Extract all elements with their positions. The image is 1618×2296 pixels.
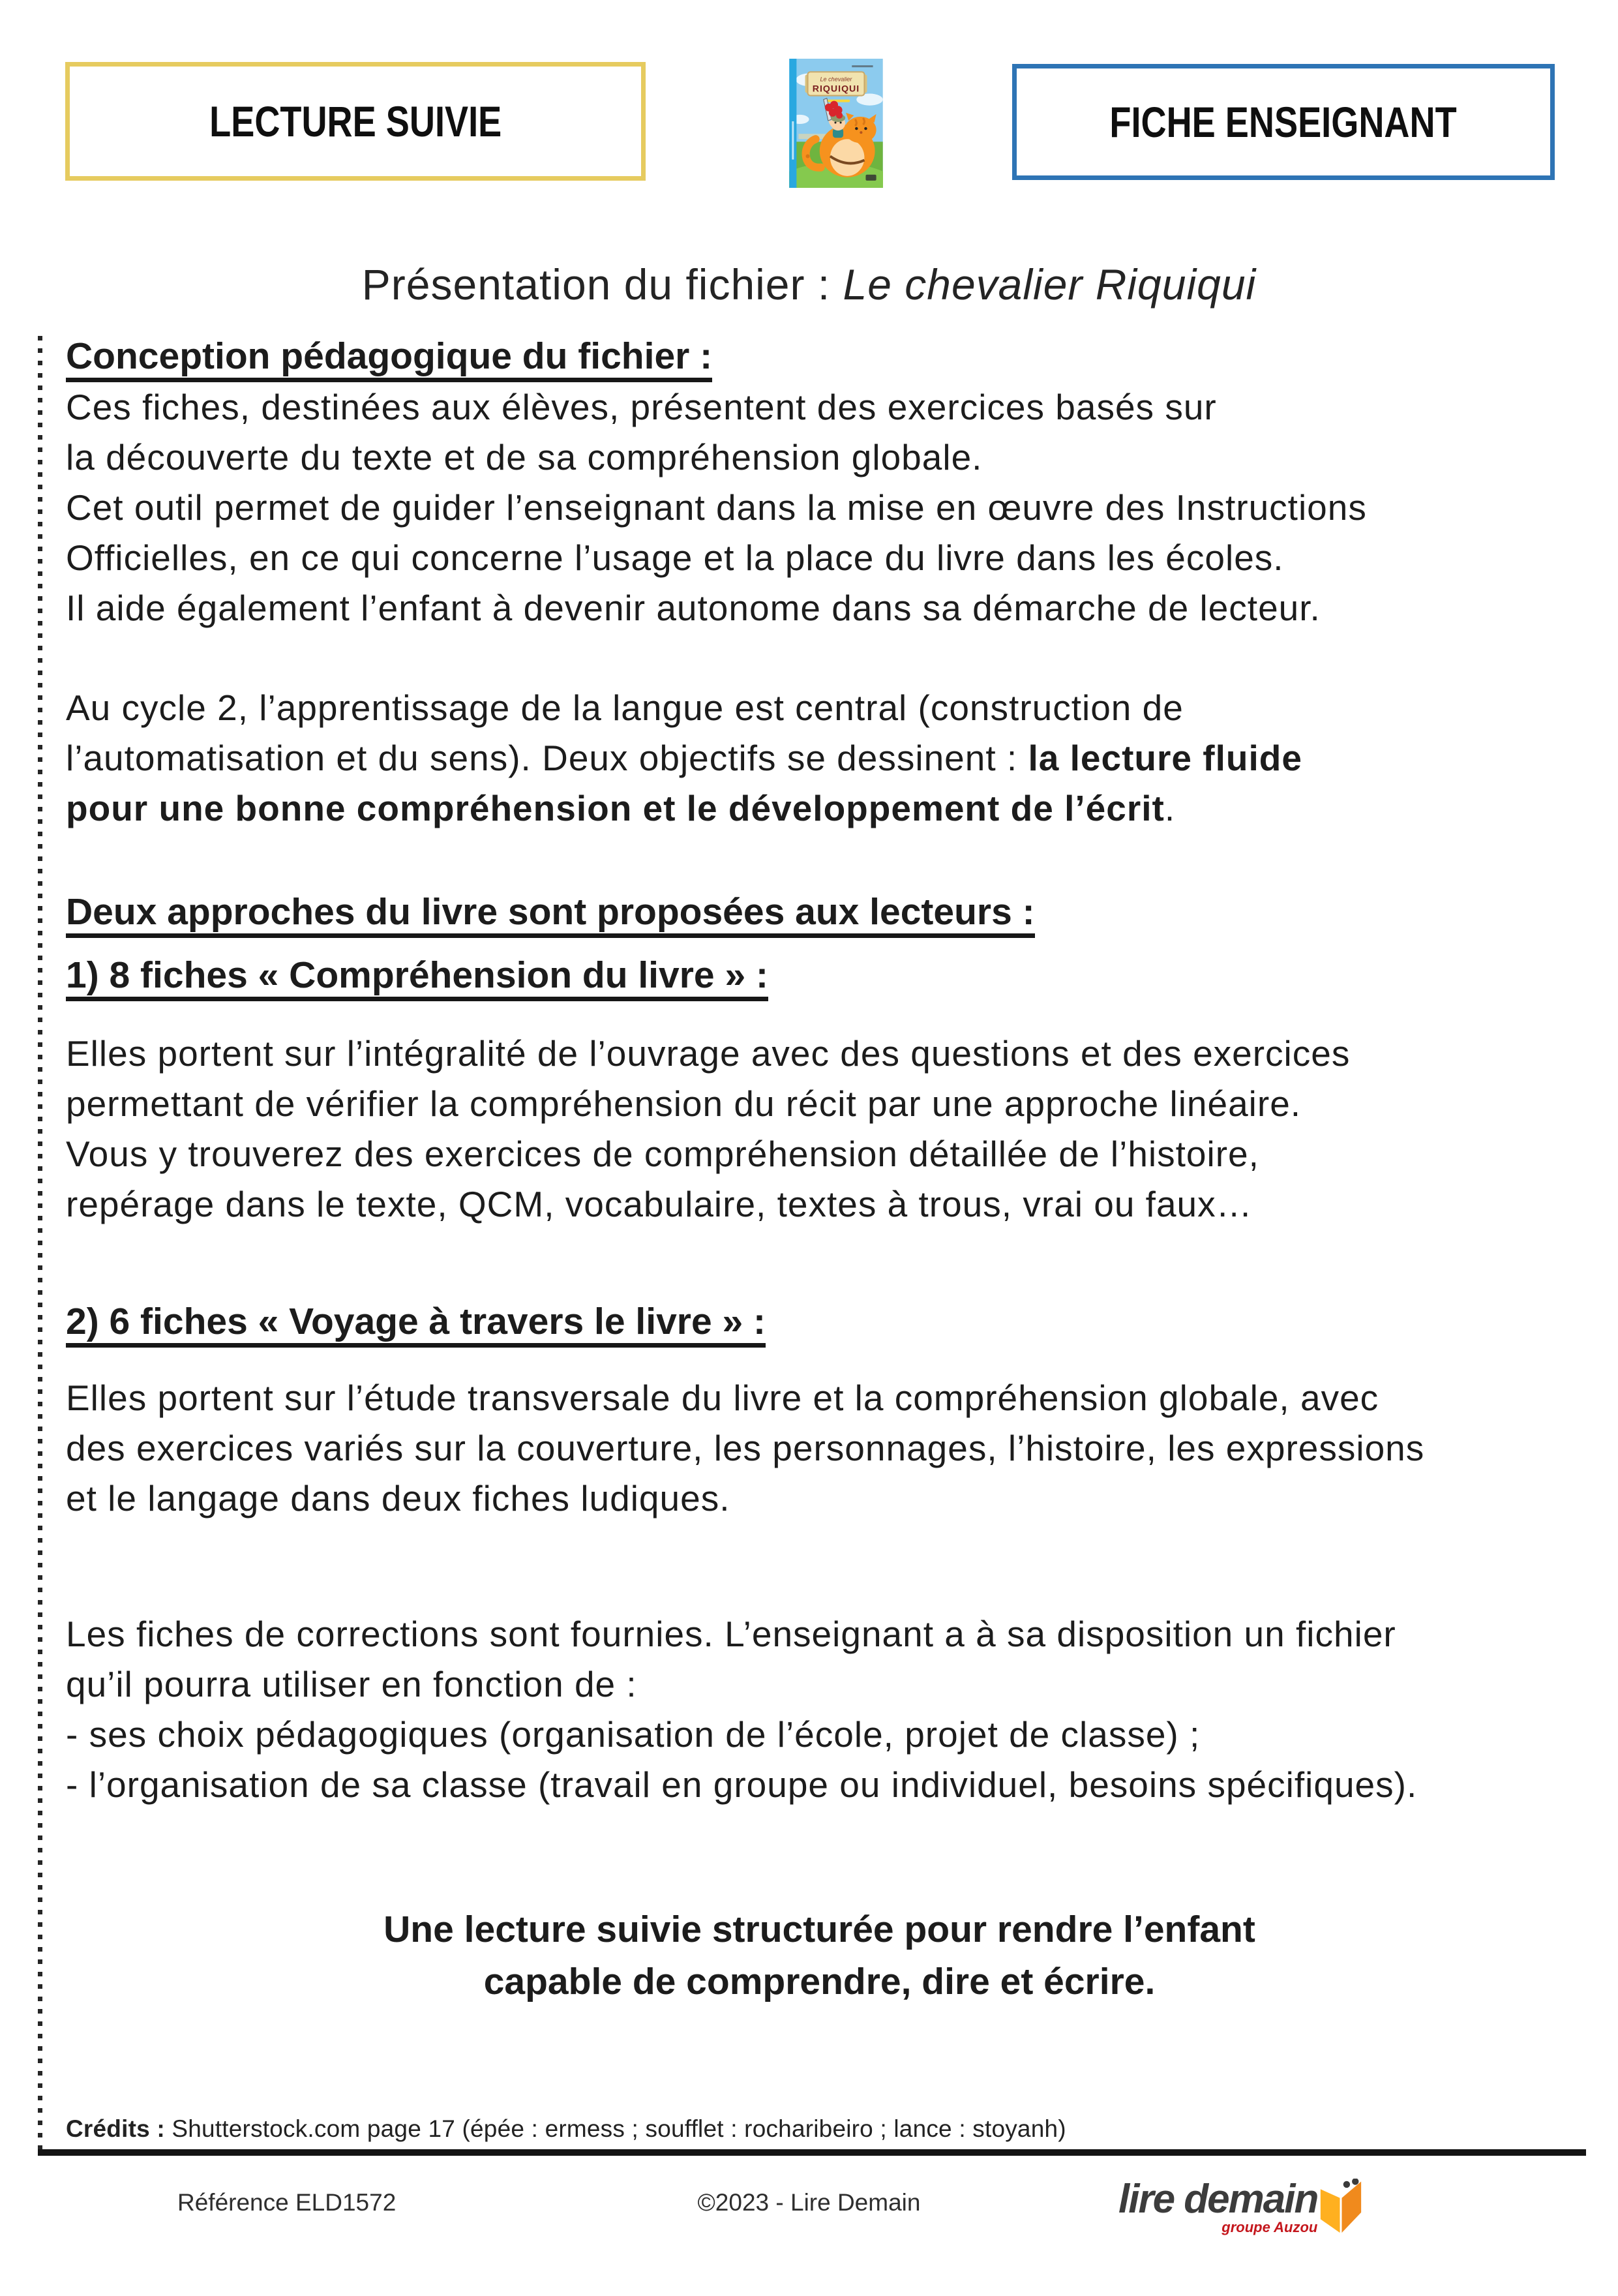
cover-series-title: Le chevalier xyxy=(820,76,852,83)
fiche-enseignant-label: FICHE ENSEIGNANT xyxy=(1109,98,1458,146)
text-line: Vous y trouverez des exercices de compréhension détaillée de l’histoire, xyxy=(66,1134,1259,1174)
dotted-left-border xyxy=(38,336,42,2149)
text-segment-bold: la lecture fluide xyxy=(1028,738,1302,778)
paragraph-cycle2 xyxy=(66,683,1573,834)
footer-reference: Référence ELD1572 xyxy=(177,2189,397,2216)
fiche-enseignant-box xyxy=(1012,64,1555,180)
text-line: et le langage dans deux fiches ludiques. xyxy=(66,1478,730,1518)
text-line: Elles portent sur l’intégralité de l’ouvrage avec des questions et des exercices xyxy=(66,1033,1351,1074)
cover-title: RIQUIQUI xyxy=(812,83,860,94)
text-line: Officielles, en ce qui concerne l’usage et la place du livre dans les écoles. xyxy=(66,537,1284,578)
text-segment: . xyxy=(1164,788,1176,828)
text-line: capable de comprendre, dire et écrire. xyxy=(483,1961,1156,2002)
text-line: - ses choix pédagogiques (organisation de l’école, projet de classe) ; xyxy=(66,1714,1201,1755)
closing-statement xyxy=(66,1903,1573,2008)
page-title-book: Le chevalier Riquiqui xyxy=(843,260,1257,309)
book-cover-illustration xyxy=(789,59,883,188)
paragraph-fiches xyxy=(66,382,1573,483)
text-line xyxy=(66,783,1573,834)
heading-fiches-voyage: 2) 6 fiches « Voyage à travers le livre » : xyxy=(66,1301,1573,1348)
text-line: la découverte du texte et de sa compréhension globale. xyxy=(66,437,983,477)
content-frame xyxy=(38,336,1586,2156)
paragraph-outil xyxy=(66,483,1573,633)
text-line: permettant de vérifier la compréhension du récit par une approche linéaire. xyxy=(66,1083,1302,1124)
text-line: Elles portent sur l’étude transversale du livre et la compréhension globale, avec xyxy=(66,1378,1379,1418)
heading-fiches-comprehension: 1) 8 fiches « Compréhension du livre » : xyxy=(66,955,1573,1001)
lire-demain-book-icon xyxy=(1316,2179,1366,2235)
lire-demain-logo-text: lire demain xyxy=(1118,2177,1318,2222)
book-cover xyxy=(789,59,883,188)
page-title-prefix: Présentation du fichier : xyxy=(361,260,843,309)
text-line: Une lecture suivie structurée pour rendre l’enfant xyxy=(383,1909,1255,1950)
heading-conception: Conception pédagogique du fichier : xyxy=(66,336,1573,382)
paragraph-comprehension xyxy=(66,1029,1573,1230)
credits-text: Shutterstock.com page 17 (épée : ermess ; soufflet : rocharibeiro ; lance : stoyanh) xyxy=(164,2115,1066,2142)
text-segment: l’automatisation et du sens). Deux objectifs se dessinent : xyxy=(66,738,1028,778)
page-title xyxy=(0,260,1618,309)
groupe-auzou-label: groupe Auzou xyxy=(1221,2219,1318,2235)
text-line: Au cycle 2, l’apprentissage de la langue est central (construction de xyxy=(66,687,1184,728)
text-line: Cet outil permet de guider l’enseignant dans la mise en œuvre des Instructions xyxy=(66,487,1367,528)
heading-approches: Deux approches du livre sont proposées aux lecteurs : xyxy=(66,892,1573,938)
paragraph-corrections xyxy=(66,1609,1573,1810)
text-line: Ces fiches, destinées aux élèves, présentent des exercices basés sur xyxy=(66,387,1217,427)
text-line: des exercices variés sur la couverture, les personnages, l’histoire, les expressions xyxy=(66,1428,1425,1468)
lecture-suivie-box xyxy=(65,62,646,181)
paragraph-voyage xyxy=(66,1373,1573,1524)
lecture-suivie-label: LECTURE SUIVIE xyxy=(209,97,502,145)
text-segment-bold: pour une bonne compréhension et le développement de l’écrit xyxy=(66,788,1165,828)
credits-label: Crédits : xyxy=(66,2115,165,2142)
lire-demain-logo-text-wrap xyxy=(1118,2179,1317,2236)
footer-copyright: ©2023 - Lire Demain xyxy=(697,2189,921,2216)
text-line: repérage dans le texte, QCM, vocabulaire, textes à trous, vrai ou faux… xyxy=(66,1184,1253,1224)
text-line: Il aide également l’enfant à devenir autonome dans sa démarche de lecteur. xyxy=(66,588,1321,628)
lire-demain-logo xyxy=(1118,2179,1366,2236)
text-line: Les fiches de corrections sont fournies. L’enseignant a à sa disposition un fichier xyxy=(66,1614,1396,1654)
text-line: - l’organisation de sa classe (travail en groupe ou individuel, besoins spécifiques). xyxy=(66,1764,1418,1805)
text-line: qu’il pourra utiliser en fonction de : xyxy=(66,1664,637,1704)
text-line xyxy=(66,733,1573,783)
credits-line xyxy=(66,2115,1573,2143)
